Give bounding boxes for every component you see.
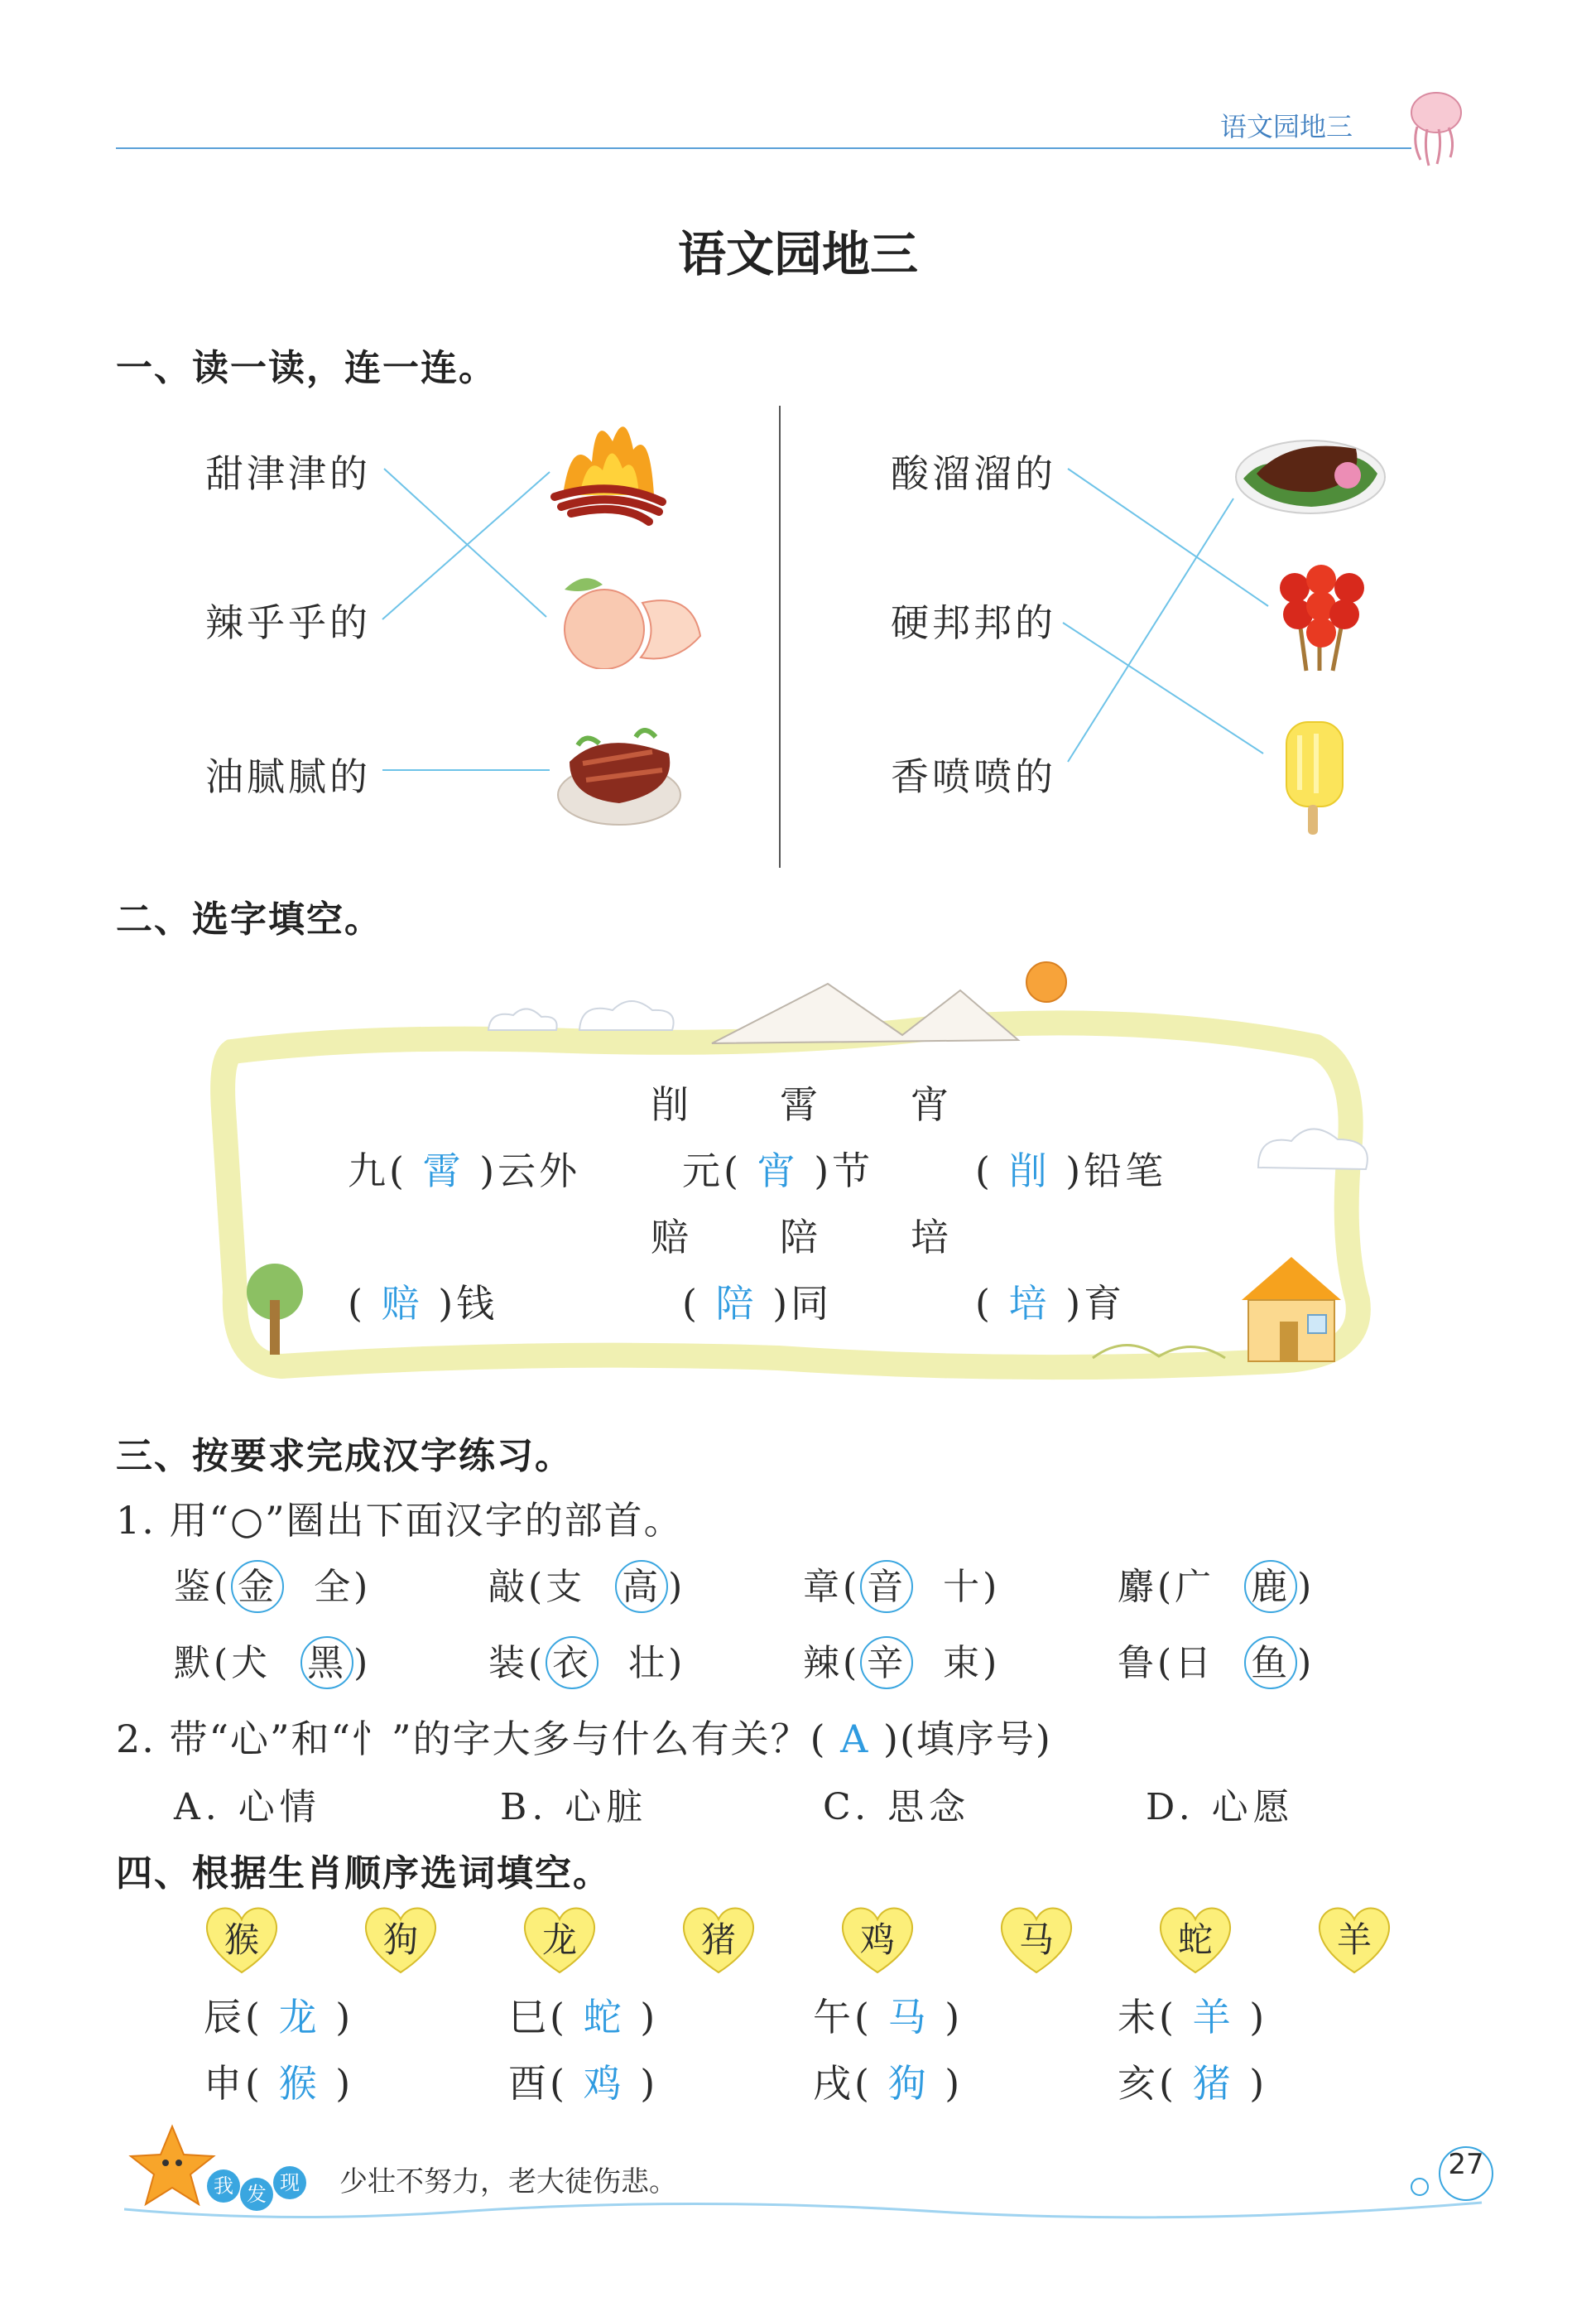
zodiac-heart-label: 龙 [541,1919,577,1960]
footer-badge-3: 现 [273,2166,306,2199]
roast-duck-icon [1232,412,1389,520]
zodiac-heart [1313,1901,1396,1976]
zodiac-heart-label: 蛇 [1177,1919,1213,1960]
zodiac-heart [677,1901,760,1976]
q2-item-1: 九( 霄 )云外 [348,1148,581,1193]
q2-item-5: ( 陪 )同 [682,1281,833,1326]
radical-item: 默(犬 黑 ) [174,1633,371,1689]
q1-right-word-1: 酸溜溜的 [891,451,1056,496]
zodiac-item: 巳( 蛇 ) [508,1995,659,2039]
q3-sub1: 1. 用“○”圈出下面汉字的部首。 [116,1498,684,1543]
candied-haws-icon [1270,560,1386,676]
q1-left-word-2: 辣乎乎的 [205,600,371,645]
option-d: D. 心愿 [1146,1786,1295,1828]
radical-item: 鉴( 金 全) [174,1557,371,1613]
option-a: A. 心情 [174,1786,321,1828]
radical-item: 敲(支 高 ) [488,1557,685,1613]
q2-item-6: ( 培 )育 [975,1281,1126,1326]
zodiac-item: 午( 马 ) [813,1995,964,2039]
q2-char-5: 陪 [780,1215,818,1259]
q1-line-6 [1068,498,1233,762]
q1-right-word-2: 硬邦邦的 [891,600,1056,645]
q4-heading: 四、根据生肖顺序选词填空。 [116,1852,611,1895]
zodiac-hearts [0,1901,1596,1984]
radical-item: 章( 音 十) [803,1557,1000,1613]
popsicle-icon [1275,714,1358,838]
footer-wave [124,2193,1498,2226]
page-number: 27 [1439,2146,1493,2201]
zodiac-item: 辰( 龙 ) [204,1995,354,2039]
zodiac-item: 未( 羊 ) [1118,1995,1268,2039]
zodiac-item: 戌( 狗 ) [813,2061,964,2106]
q1-left-word-3: 油腻腻的 [205,754,371,799]
q2-char-1: 削 [651,1082,689,1127]
option-c: C. 思念 [823,1786,971,1828]
zodiac-heart [359,1901,442,1976]
q2-item-4: ( 赔 )钱 [348,1281,498,1326]
zodiac-item: 申( 猴 ) [204,2061,354,2106]
zodiac-heart [200,1901,283,1976]
zodiac-item: 亥( 猪 ) [1118,2061,1268,2106]
q1-left-word-1: 甜津津的 [205,451,371,496]
q1-right-word-3: 香喷喷的 [891,754,1056,799]
q1-line-1 [384,469,546,617]
radical-item: 鲁(日 鱼 ) [1118,1633,1315,1689]
q1-heading: 一、读一读，连一连。 [116,347,497,389]
footer-badge-1: 我 [207,2169,240,2203]
peach-icon [551,566,709,669]
q1-line-5 [1063,623,1263,754]
q2-char-4: 赔 [651,1215,689,1259]
q2-char-3: 宵 [911,1082,949,1127]
page-title: 语文园地三 [677,226,918,282]
radical-item: 装( 衣 壮) [488,1633,685,1689]
radical-item: 辣( 辛 束) [803,1633,1000,1689]
q3-heading: 三、按要求完成汉字练习。 [116,1435,573,1477]
q2-item-3: ( 削 )铅笔 [975,1148,1167,1193]
zodiac-heart-label: 猴 [224,1919,259,1960]
q2-char-6: 培 [911,1215,949,1259]
option-b: B. 心脏 [500,1786,648,1828]
zodiac-heart [995,1901,1078,1976]
zodiac-item: 酉( 鸡 ) [508,2061,659,2106]
braised-pork-icon [553,712,685,828]
zodiac-heart-label: 狗 [382,1919,418,1960]
footer-badge-2: 发 [240,2178,273,2211]
zodiac-heart-label: 猪 [700,1919,736,1960]
zodiac-heart [836,1901,919,1976]
running-header: 语文园地三 [1220,111,1353,142]
q2-char-2: 霄 [780,1082,818,1127]
zodiac-heart-label: 羊 [1336,1919,1372,1960]
zodiac-heart [518,1901,601,1976]
zodiac-heart-label: 马 [1018,1919,1054,1960]
footer-proverb: 少壮不努力，老大徒伤悲。 [339,2165,677,2198]
radical-item: 麝(广 鹿 ) [1118,1557,1315,1613]
zodiac-heart-label: 鸡 [859,1919,895,1960]
chili-fire-icon [546,404,671,527]
footer-dot [1411,2178,1429,2196]
q2-heading: 二、选字填空。 [116,898,382,941]
q3-sub2: 2. 带“心”和“忄”的字大多与什么有关？( A )(填序号) [116,1717,1052,1761]
zodiac-heart [1154,1901,1237,1976]
q2-item-2: 元( 宵 )节 [682,1148,874,1193]
